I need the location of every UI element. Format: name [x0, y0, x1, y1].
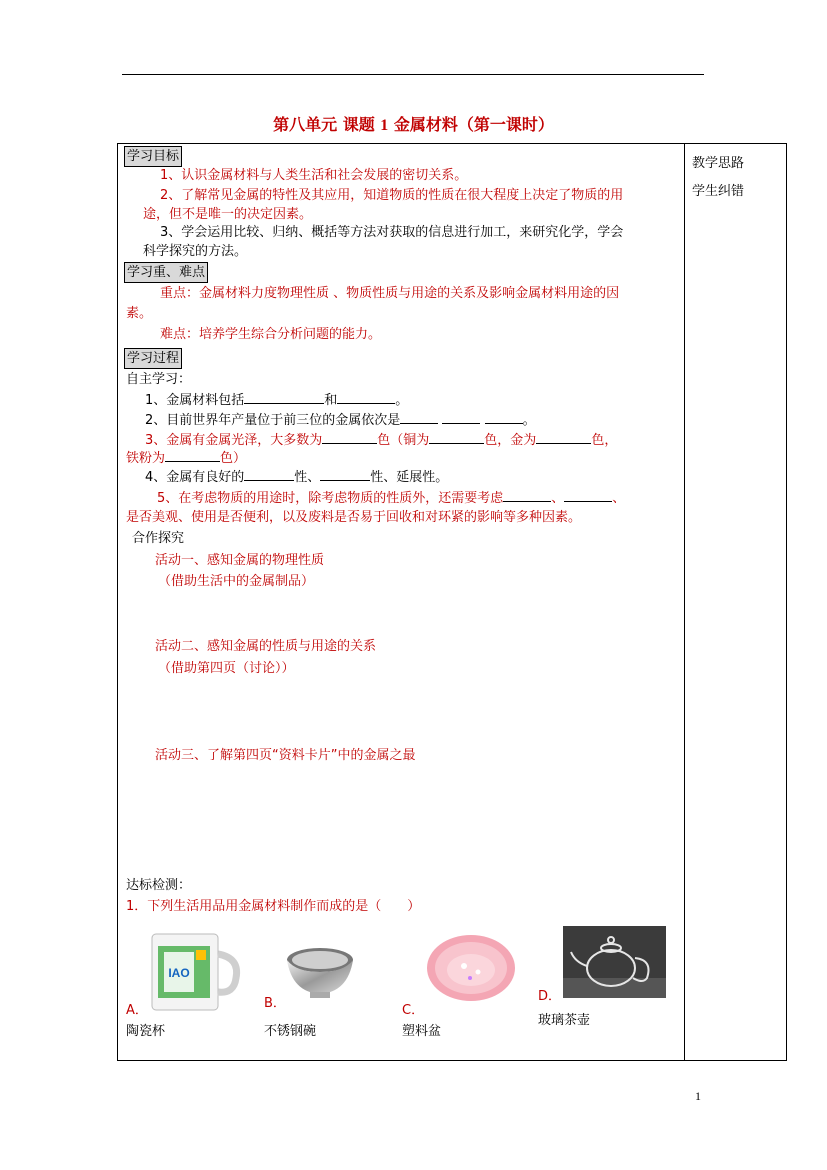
blank[interactable] — [442, 411, 480, 424]
option-c-label[interactable]: 塑料盆 — [402, 1024, 442, 1039]
header-rule — [122, 74, 704, 75]
title-part2: 金属材料（第一课时） — [393, 115, 554, 134]
blank[interactable] — [429, 431, 484, 444]
keypoint-1b: 素。 — [126, 306, 153, 321]
goal-3b: 科学探究的方法。 — [143, 244, 248, 259]
title-number: 1 — [380, 117, 389, 134]
activity-3: 活动三、了解第四页“资料卡片”中的金属之最 — [155, 748, 416, 763]
goal-2a: 2、了解常见金属的特性及其应用，知道物质的性质在很大程度上决定了物质的用 — [160, 188, 624, 203]
blank[interactable] — [485, 411, 523, 424]
blank[interactable] — [400, 411, 438, 424]
side-label-correction: 学生纠错 — [692, 184, 745, 199]
option-c-letter: C． — [402, 1003, 425, 1018]
goal-2b: 途，但不是唯一的决定因素。 — [143, 207, 313, 222]
blank[interactable] — [322, 431, 377, 444]
keypoint-1a: 重点：金属材料力度物理性质 、物质性质与用途的关系及影响金属材料用途的因 — [160, 286, 620, 301]
question-5: 5、在考虑物质的用途时，除考虑物质的性质外，还需要考虑 、 、 — [157, 491, 626, 506]
glass-teapot-image — [563, 926, 666, 998]
lesson-table — [117, 143, 787, 1061]
question-5-cont: 是否美观、使用是否便利，以及废料是否易于回收和对环紧的影响等多种因素。 — [126, 510, 582, 525]
blank[interactable] — [165, 449, 220, 462]
option-a-label[interactable]: 陶瓷杯 — [126, 1024, 166, 1039]
question-3-cont: 铁粉为 色） — [126, 451, 247, 466]
option-d-letter: D． — [538, 989, 562, 1004]
steel-bowl-image — [284, 942, 356, 1002]
side-label-teaching: 教学思路 — [692, 156, 745, 171]
activity-2-sub: （借助第四页（讨论）） — [158, 661, 295, 676]
page-number: 1 — [695, 1089, 701, 1103]
question-1: 1、金属材料包括 和 。 — [145, 393, 409, 408]
blank[interactable] — [244, 468, 294, 481]
self-study-heading: 自主学习： — [126, 372, 192, 387]
blank[interactable] — [320, 468, 370, 481]
ceramic-mug-image — [148, 930, 242, 1012]
mug-label: IAO — [168, 966, 190, 980]
column-divider — [684, 143, 685, 1061]
title-part1: 第八单元 课题 — [273, 115, 375, 134]
section-process: 学习过程 — [124, 348, 182, 369]
option-b-letter: B． — [264, 996, 286, 1011]
cooperate-heading: 合作探究 — [132, 531, 185, 546]
option-b-label[interactable]: 不锈钢碗 — [264, 1024, 317, 1039]
question-2: 2、目前世界年产量位于前三位的金属依次是 。 — [145, 413, 536, 428]
question-3: 3、金属有金属光泽，大多数为 色（铜为 色，金为 色， — [145, 433, 618, 448]
keypoint-2: 难点：培养学生综合分析问题的能力。 — [160, 327, 382, 342]
goal-1: 1、认识金属材料与人类生活和社会发展的密切关系。 — [160, 168, 468, 183]
goal-3a: 3、学会运用比较、归纳、概括等方法对获取的信息进行加工，来研究化学，学会 — [160, 225, 624, 240]
option-a-letter: A． — [126, 1003, 148, 1018]
activity-1-sub: （借助生活中的金属制品） — [158, 574, 315, 589]
blank[interactable] — [536, 431, 591, 444]
blank[interactable] — [337, 391, 395, 404]
blank[interactable] — [564, 489, 612, 502]
plastic-basin-image — [426, 934, 516, 1006]
blank[interactable] — [244, 391, 324, 404]
test-question-1: 1．下列生活用品用金属材料制作而成的是（ ） — [126, 899, 421, 914]
blank[interactable] — [503, 489, 551, 502]
question-4: 4、金属有良好的 性、 性、延展性。 — [145, 470, 449, 485]
test-heading: 达标检测： — [126, 878, 192, 893]
page-title — [0, 112, 827, 135]
section-keypoints: 学习重、难点 — [124, 262, 208, 283]
activity-1: 活动一、感知金属的物理性质 — [155, 553, 325, 568]
section-goals: 学习目标 — [124, 146, 182, 167]
option-d-label[interactable]: 玻璃茶壶 — [538, 1013, 591, 1028]
activity-2: 活动二、感知金属的性质与用途的关系 — [155, 639, 377, 654]
